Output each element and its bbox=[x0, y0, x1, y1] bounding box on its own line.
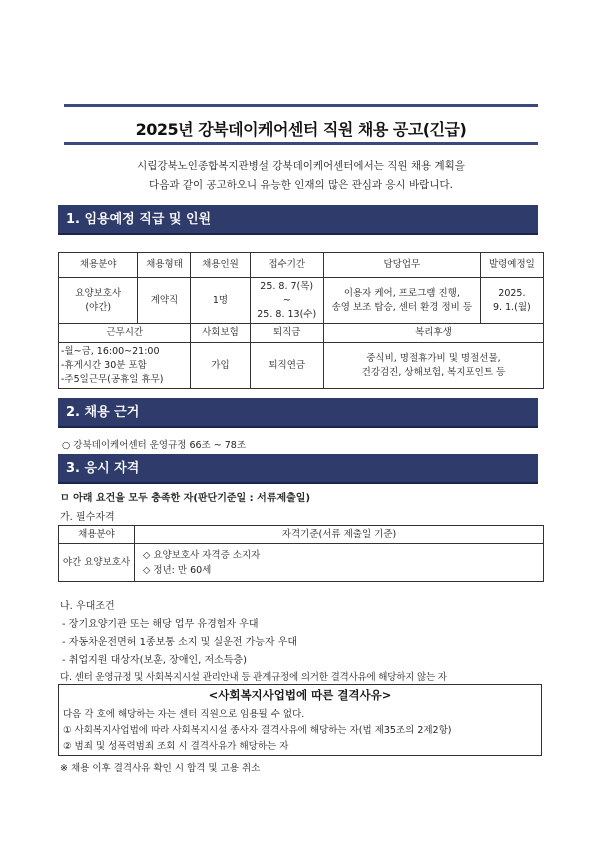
subheading-required: 가. 필수자격 bbox=[60, 512, 115, 523]
cell-severance: 퇴직연금 bbox=[250, 343, 323, 389]
date-line: 9. 1.(월) bbox=[493, 301, 531, 313]
box-title: <사회복지사업법에 따른 결격사유> bbox=[208, 688, 392, 702]
cell-duty bbox=[323, 278, 480, 324]
header-count: 채용인원 bbox=[191, 253, 250, 278]
header-field: 채용분야 bbox=[59, 526, 135, 544]
table-row bbox=[59, 544, 544, 582]
cell-criteria bbox=[135, 544, 544, 582]
basis-item: ○ 강북데이케어센터 운영규정 66조 ~ 78조 bbox=[62, 440, 247, 451]
date-line: 2025. bbox=[498, 287, 526, 299]
qualification-lead: ㅁ 아래 요건을 모두 충족한 자(판단기준일 : 서류제출일) bbox=[60, 493, 311, 504]
cell-field: 야간 요양보호사 bbox=[59, 544, 135, 582]
period-line: ~ bbox=[282, 294, 291, 306]
table-row bbox=[59, 343, 544, 389]
field-line: (야간) bbox=[85, 301, 112, 313]
table-row bbox=[59, 278, 544, 324]
cell-type: 계약직 bbox=[138, 278, 191, 324]
welfare-line: 건강검진, 상해보험, 복지포인트 등 bbox=[361, 366, 506, 378]
cell-welfare bbox=[323, 343, 543, 389]
criteria-line: ◇ 정년: 만 60세 bbox=[143, 564, 212, 576]
preferred-item: - 자동차운전면허 1종보통 소지 및 실운전 가능자 우대 bbox=[62, 637, 298, 648]
header-date: 발령예정일 bbox=[480, 253, 543, 278]
intro-text bbox=[64, 157, 538, 195]
page-title: 2025년 강북데이케어센터 직원 채용 공고(긴급) bbox=[135, 120, 467, 139]
header-insurance: 사회보험 bbox=[191, 324, 250, 343]
positions-table bbox=[58, 252, 544, 389]
cell-period bbox=[250, 278, 323, 324]
header-period: 접수기간 bbox=[250, 253, 323, 278]
table-header-row bbox=[59, 253, 544, 278]
header-hours: 근무시간 bbox=[59, 324, 191, 343]
section-heading-positions: 1. 임용예정 직급 및 인원 bbox=[58, 205, 538, 235]
box-line: ① 사회복지사업법에 따라 사회복지시설 종사자 결격사유에 해당하는 자(법 제35조의 2제2항) bbox=[63, 725, 452, 736]
period-line: 25. 8. 7(목) bbox=[260, 280, 314, 292]
subheading-disqualification: 다. 센터 운영규정 및 사회복지시설 관리안내 등 관계규정에 의거한 결격사유에 해당하지 않는 자 bbox=[60, 672, 447, 683]
intro-line: 시립강북노인종합복지관병설 강북데이케어센터에서는 직원 채용 계획을 bbox=[137, 160, 465, 172]
table-header-row bbox=[59, 324, 544, 343]
cell-insurance: 가입 bbox=[191, 343, 250, 389]
box-line: 다음 각 호에 해당하는 자는 센터 직원으로 임용될 수 없다. bbox=[63, 709, 305, 720]
cell-date bbox=[480, 278, 543, 324]
footer-note: ※ 채용 이후 결격사유 확인 시 합격 및 고용 취소 bbox=[60, 763, 261, 774]
header-duty: 담당업무 bbox=[323, 253, 480, 278]
header-severance: 퇴직금 bbox=[250, 324, 323, 343]
welfare-line: 중식비, 명절휴가비 및 명절선물, bbox=[366, 352, 501, 364]
criteria-line: ◇ 요양보호사 자격증 소지자 bbox=[143, 549, 261, 561]
cell-hours bbox=[59, 343, 191, 389]
subheading-preferred: 나. 우대조건 bbox=[60, 601, 115, 612]
duty-line: 이용자 케어, 프로그램 진행, bbox=[343, 287, 460, 299]
box-line: ② 범죄 및 성폭력범죄 조회 시 결격사유가 해당하는 자 bbox=[63, 741, 289, 752]
section-heading-basis: 2. 채용 근거 bbox=[58, 398, 538, 428]
hours-line: -월~금, 16:00~21:00 bbox=[61, 345, 160, 357]
disqualification-box bbox=[58, 684, 542, 756]
cell-count: 1명 bbox=[191, 278, 250, 324]
intro-line: 다음과 같이 공고하오니 유능한 인재의 많은 관심과 응시 바랍니다. bbox=[149, 179, 453, 191]
header-criteria: 자격기준(서류 제출일 기준) bbox=[135, 526, 544, 544]
table-header-row bbox=[59, 526, 544, 544]
header-type: 채용형태 bbox=[138, 253, 191, 278]
hours-line: -주5일근무(공휴일 휴무) bbox=[61, 373, 164, 385]
preferred-item: - 취업지원 대상자(보훈, 장애인, 저소득층) bbox=[62, 655, 248, 666]
header-field: 채용분야 bbox=[59, 253, 138, 278]
cell-field bbox=[59, 278, 138, 324]
section-heading-qualifications: 3. 응시 자격 bbox=[58, 454, 538, 484]
field-line: 요양보호사 bbox=[75, 287, 122, 299]
title-bottom-rule bbox=[64, 142, 538, 145]
hours-line: -휴게시간 30분 포함 bbox=[61, 359, 147, 371]
period-line: 25. 8. 13(수) bbox=[257, 308, 317, 320]
duty-line: 송영 보조 탑승, 센터 환경 정비 등 bbox=[331, 301, 473, 313]
title-top-rule bbox=[64, 104, 538, 107]
preferred-item: - 장기요양기관 또는 해당 업무 유경험자 우대 bbox=[62, 619, 259, 630]
qualification-table bbox=[58, 525, 544, 582]
header-welfare: 복리후생 bbox=[323, 324, 543, 343]
